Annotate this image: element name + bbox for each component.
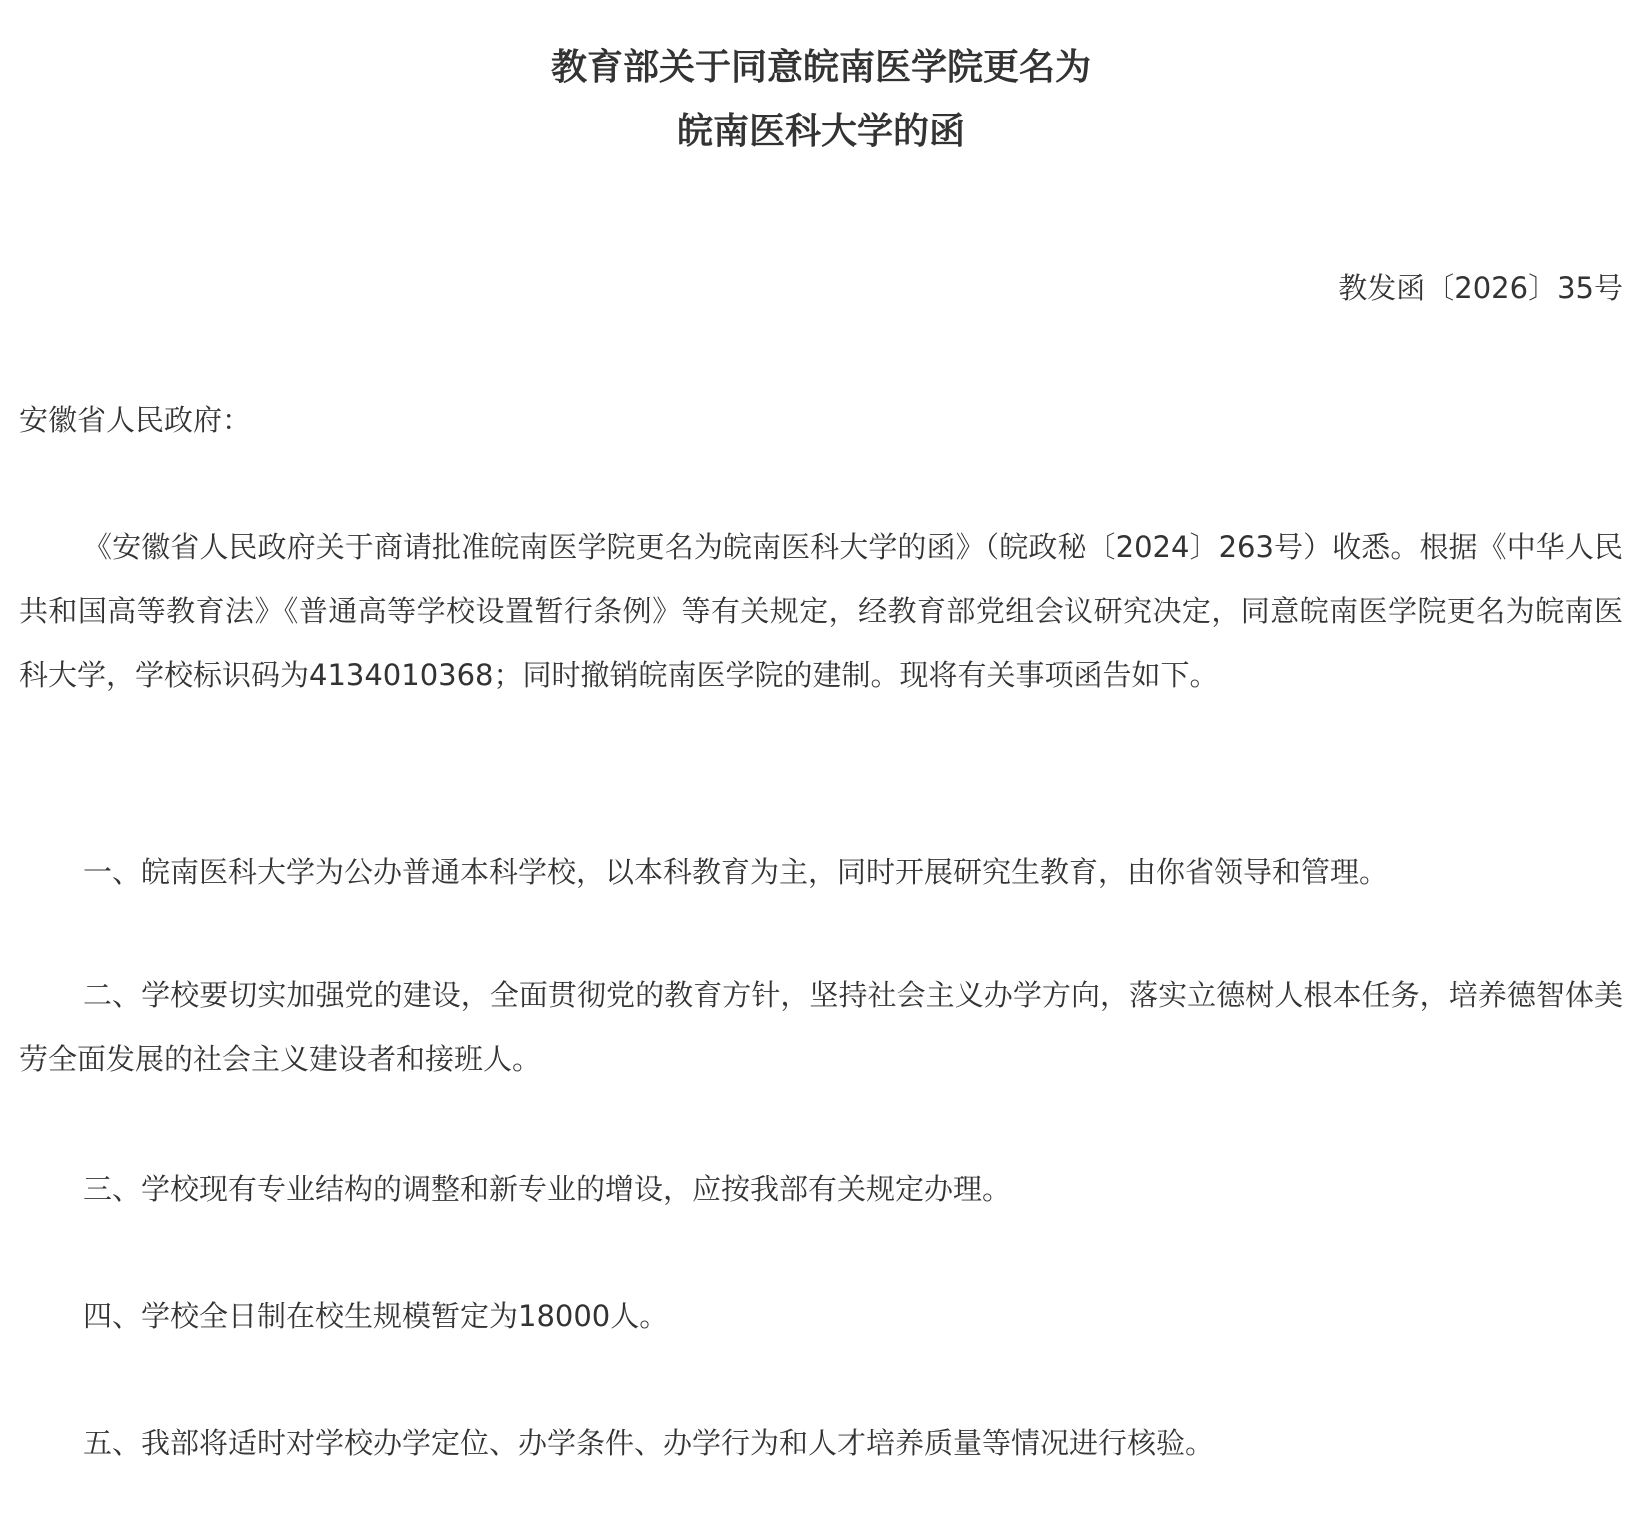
document-body <box>19 0 1623 1514</box>
document-title-line-2: 皖南医科大学的函 <box>676 111 965 152</box>
document-number: 教发函〔2026〕35号 <box>1338 271 1623 305</box>
item-paragraph-4: 四、学校全日制在校生规模暂定为18000人。 <box>83 1299 669 1333</box>
item-paragraph-1: 一、皖南医科大学为公办普通本科学校，以本科教育为主，同时开展研究生教育，由你省领导和管理。 <box>83 855 1389 889</box>
item-paragraph-5: 五、我部将适时对学校办学定位、办学条件、办学行为和人才培养质量等情况进行核验。 <box>83 1426 1215 1460</box>
item-paragraph-2: 二、学校要切实加强党的建设，全面贯彻党的教育方针，坚持社会主义办学方向，落实立德树人根本任务，培养德智体美劳全面发展的社会主义建设者和接班人。 <box>19 978 1623 1076</box>
item-paragraph-3: 三、学校现有专业结构的调整和新专业的增设，应按我部有关规定办理。 <box>83 1172 1012 1206</box>
addressee: 安徽省人民政府： <box>19 403 252 437</box>
document-title-line-1: 教育部关于同意皖南医学院更名为 <box>550 47 1091 88</box>
intro-paragraph: 《安徽省人民政府关于商请批准皖南医学院更名为皖南医科大学的函》（皖政秘〔2024〕263号）收悉。根据《中华人民共和国高等教育法》《普通高等学校设置暂行条例》等有关规定，经教育部党组会议研究决定，同意皖南医学院更名为皖南医科大学，学校标识码为4134010368；同时撤销皖南医学院的建制。现将有关事项函告如下。 <box>19 530 1623 692</box>
